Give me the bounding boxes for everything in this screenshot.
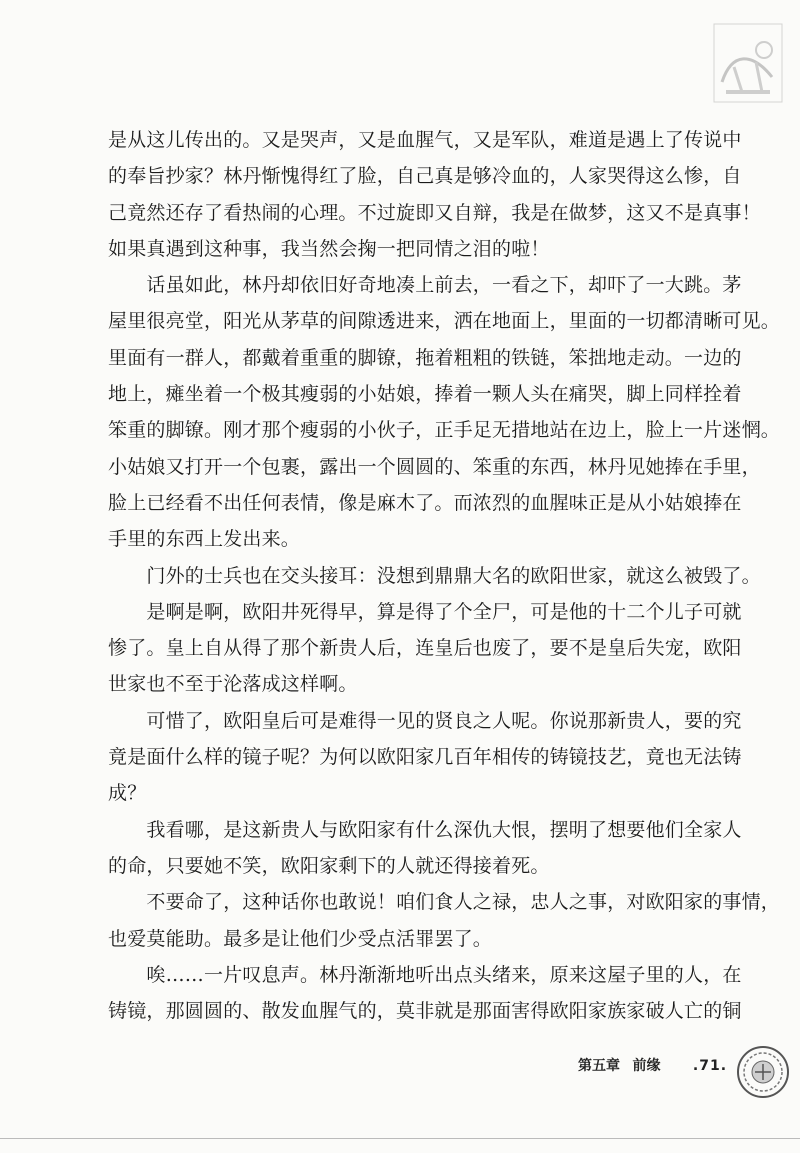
chapter-emblem-icon <box>735 1040 791 1100</box>
text-line: 可惜了，欧阳皇后可是难得一见的贤良之人呢。你说那新贵人，要的究 <box>108 709 742 732</box>
text-line: 的命，只要她不笑，欧阳家剩下的人就还得接着死。 <box>108 854 550 877</box>
text-line: 的奉旨抄家？林丹惭愧得红了脸，自己真是够冷血的，人家哭得这么惨，自 <box>108 165 742 188</box>
text-line: 地上，瘫坐着一个极其瘦弱的小姑娘，捧着一颗人头在痛哭，脚上同样拴着 <box>108 383 742 406</box>
text-line: 世家也不至于沦落成这样啊。 <box>108 673 358 696</box>
text-line: 不要命了，这种话你也敢说！咱们食人之禄，忠人之事，对欧阳家的事情， <box>108 891 781 914</box>
chapter-label: 第五章 <box>578 1058 620 1074</box>
text-line: 屋里很亮堂，阳光从茅草的间隙透进来，洒在地面上，里面的一切都清晰可见。 <box>108 310 781 333</box>
section-label: 前缘 <box>632 1058 661 1074</box>
text-line: 铸镜，那圆圆的、散发血腥气的，莫非就是那面害得欧阳家族家破人亡的铜 <box>108 1000 742 1023</box>
text-line: 竟是面什么样的镜子呢？为何以欧阳家几百年相传的铸镜技艺，竟也无法铸 <box>108 746 742 769</box>
text-line: 我看哪，是这新贵人与欧阳家有什么深仇大恨，摆明了想要他们全家人 <box>108 818 742 841</box>
text-line: 手里的东西上发出来。 <box>108 528 301 551</box>
text-line: 唉……一片叹息声。林丹渐渐地听出点头绪来，原来这屋子里的人，在 <box>108 963 742 986</box>
text-line: 是啊是啊，欧阳井死得早，算是得了个全尸，可是他的十二个儿子可就 <box>108 600 742 623</box>
text-line: 己竟然还存了看热闹的心理。不过旋即又自辩，我是在做梦，这又不是真事！ <box>108 201 761 224</box>
text-line: 话虽如此，林丹却依旧好奇地凑上前去，一看之下，却吓了一大跳。茅 <box>108 274 742 297</box>
text-line: 如果真遇到这种事，我当然会掬一把同情之泪的啦！ <box>108 237 550 260</box>
page-edge <box>0 1138 800 1139</box>
text-line: 小姑娘又打开一个包裹，露出一个圆圆的、笨重的东西，林丹见她捧在手里， <box>108 455 761 478</box>
text-line: 是从这儿传出的。又是哭声，又是血腥气，又是军队，难道是遇上了传说中 <box>108 129 742 151</box>
page-footer <box>578 1055 727 1075</box>
page-number: .71. <box>692 1058 728 1074</box>
text-line: 也爱莫能助。最多是让他们少受点活罪罢了。 <box>108 927 493 950</box>
text-line: 惨了。皇上自从得了那个新贵人后，连皇后也废了，要不是皇后失宠，欧阳 <box>108 637 742 660</box>
series-logo-icon <box>712 22 784 104</box>
body-text <box>108 122 781 1029</box>
text-line: 成？ <box>108 782 147 805</box>
text-line: 里面有一群人，都戴着重重的脚镣，拖着粗粗的铁链，笨拙地走动。一边的 <box>108 346 742 369</box>
text-line: 门外的士兵也在交头接耳：没想到鼎鼎大名的欧阳世家，就这么被毁了。 <box>108 564 761 587</box>
text-line: 笨重的脚镣。刚才那个瘦弱的小伙子，正手足无措地站在边上，脸上一片迷惘。 <box>108 419 781 442</box>
text-line: 脸上已经看不出任何表情，像是麻木了。而浓烈的血腥味正是从小姑娘捧在 <box>108 491 742 514</box>
